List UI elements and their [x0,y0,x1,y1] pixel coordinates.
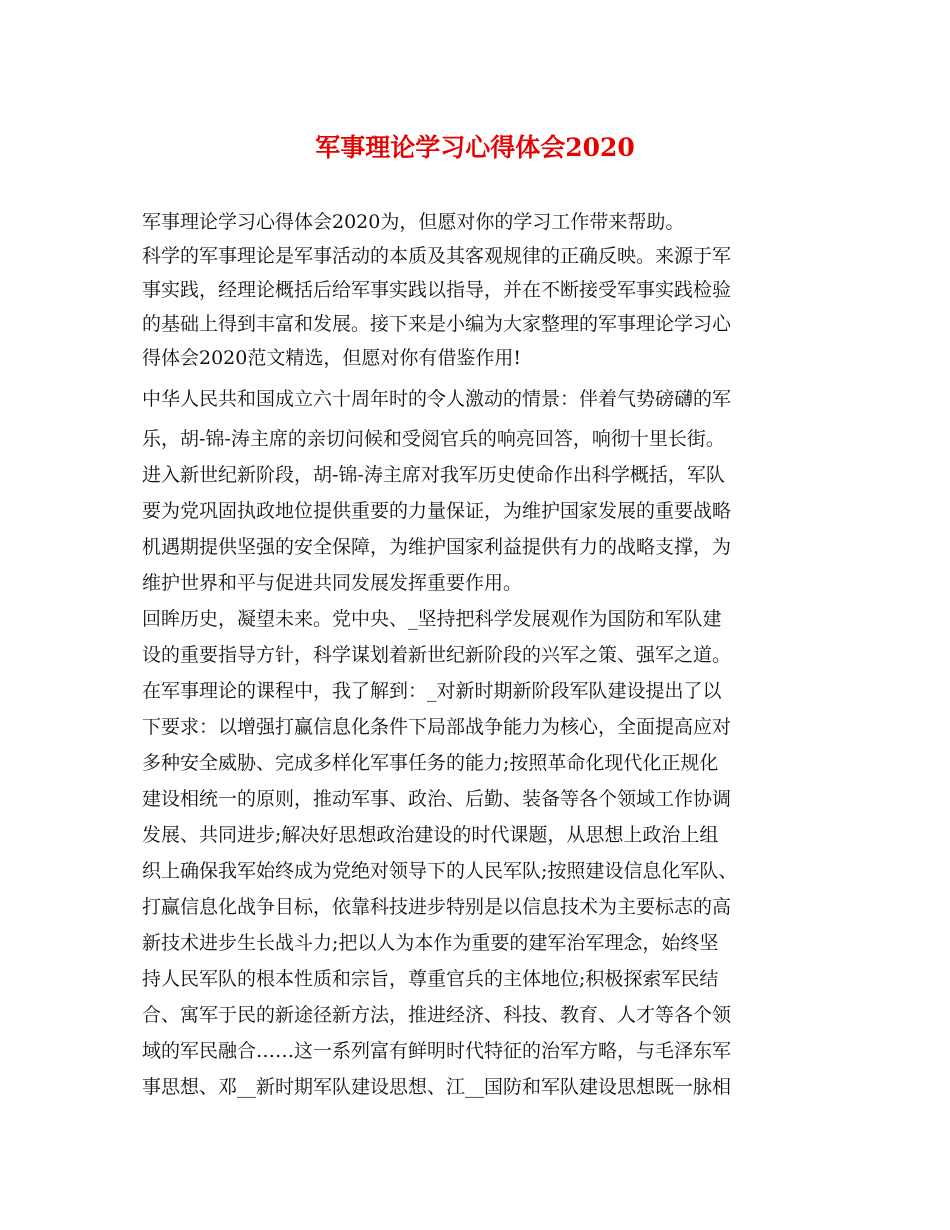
body-line: 打赢信息化战争目标，依靠科技进步特别是以信息技术为主要标志的高 [142,896,732,918]
document-title: 军事理论学习心得体会2020 [315,133,635,162]
body-line: 下要求：以增强打赢信息化条件下局部战争能力为核心，全面提高应对 [142,716,732,738]
body-line: 乐，胡-锦-涛主席的亲切问候和受阅官兵的响亮回答，响彻十里长街。 [142,428,725,450]
body-line: 中华人民共和国成立六十周年时的令人激动的情景：伴着气势磅礴的军 [142,388,732,410]
body-line: 新技术进步生长战斗力;把以人为本作为重要的建军治军理念，始终坚 [142,932,719,954]
body-line: 域的军民融合……这一系列富有鲜明时代特征的治军方略，与毛泽东军 [142,1040,732,1062]
body-line: 的基础上得到丰富和发展。接下来是小编为大家整理的军事理论学习心 [142,313,732,335]
body-line: 要为党巩固执政地位提供重要的力量保证，为维护国家发展的重要战略 [142,500,732,522]
body-line: 织上确保我军始终成为党绝对领导下的人民军队;按照建设信息化军队、 [142,860,738,882]
body-line: 维护世界和平与促进共同发展发挥重要作用。 [142,572,523,594]
body-line: 事思想、邓__新时期军队建设思想、江__国防和军队建设思想既一脉相 [142,1076,732,1098]
body-line: 建设相统一的原则，推动军事、政治、后勤、装备等各个领域工作协调 [142,788,732,810]
body-line: 设的重要指导方针，科学谋划着新世纪新阶段的兴军之策、强军之道。 [142,644,732,666]
body-line: 多种安全威胁、完成多样化军事任务的能力;按照革命化现代化正规化 [142,752,719,774]
body-line: 回眸历史，凝望未来。党中央、_坚持把科学发展观作为国防和军队建 [142,608,722,630]
body-line: 持人民军队的根本性质和宗旨，尊重官兵的主体地位;积极探索军民结 [142,968,719,990]
body-line: 进入新世纪新阶段，胡-锦-涛主席对我军历史使命作出科学概括，军队 [142,464,725,486]
body-line: 军事理论学习心得体会2020为，但愿对你的学习工作带来帮助。 [142,211,685,233]
body-line: 机遇期提供坚强的安全保障，为维护国家利益提供有力的战略支撑，为 [142,536,732,558]
body-line: 科学的军事理论是军事活动的本质及其客观规律的正确反映。来源于军 [142,245,732,267]
body-line: 在军事理论的课程中，我了解到：_对新时期新阶段军队建设提出了以 [142,680,722,702]
body-line: 发展、共同进步;解决好思想政治建设的时代课题，从思想上政治上组 [142,824,719,846]
body-line: 事实践，经理论概括后给军事实践以指导，并在不断接受军事实践检验 [142,279,732,301]
body-line: 得体会2020范文精选，但愿对你有借鉴作用! [142,347,521,369]
body-line: 合、寓军于民的新途径新方法，推进经济、科技、教育、人才等各个领 [142,1004,732,1026]
